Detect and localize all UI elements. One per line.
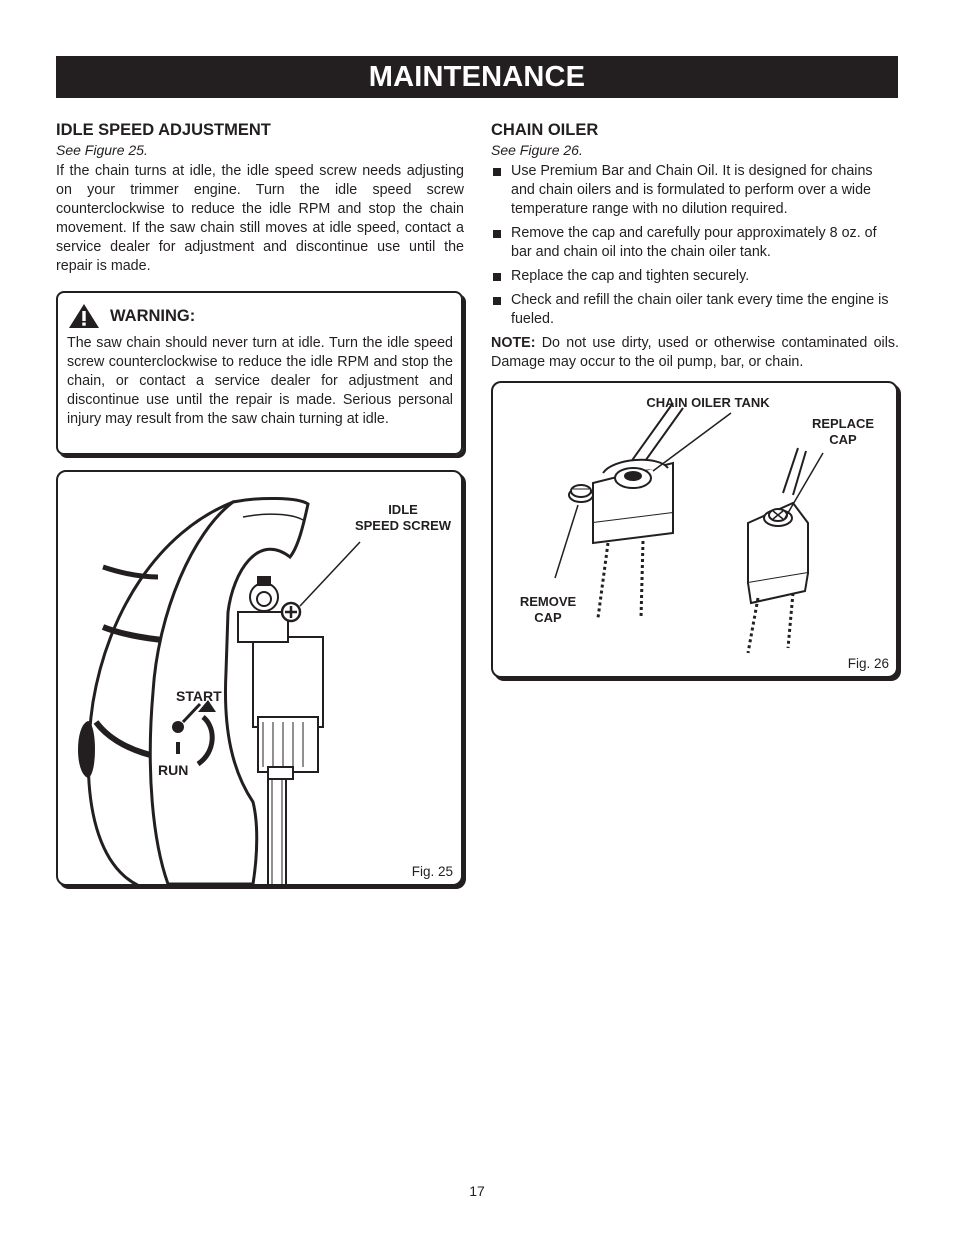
oiler-see-figure: See Figure 26. — [491, 142, 583, 158]
list-item: Check and refill the chain oiler tank every time the engine is fueled. — [491, 291, 899, 329]
note-text: Do not use dirty, used or otherwise contaminated oils. Damage may occur to the oil pump, bar, or chain. — [491, 335, 899, 370]
figure-26 — [491, 381, 898, 678]
chain-oiler-heading: CHAIN OILER — [491, 121, 599, 139]
note-label: NOTE: — [491, 335, 536, 351]
bullet-square-icon — [493, 168, 501, 176]
page-title-banner — [56, 56, 898, 98]
chain-oiler-section — [491, 120, 899, 372]
figure-25 — [56, 470, 463, 886]
warning-body: The saw chain should never turn at idle. Turn the idle speed screw counterclockwise to reduce the idle RPM and stop the chain, or contact a service dealer for adjustment and discontinue use until the repair is made. Serious personal injury may result from the saw chain turning at idle. — [67, 335, 453, 427]
run-label: RUN — [158, 762, 189, 778]
chain-oiler-tank-label: CHAIN OILER TANK — [646, 395, 770, 410]
idle-speed-body: If the chain turns at idle, the idle speed screw needs adjusting on your trimmer engine. Turn the idle speed screw counterclockwise to reduce the idle RPM and stop the chain movement. If the saw chain still moves at idle speed, contact a service dealer for adjustment and discontinue use until the repair is made. — [56, 163, 464, 274]
bullet-square-icon — [493, 297, 501, 305]
start-label: START — [176, 688, 222, 704]
list-item: Remove the cap and carefully pour approximately 8 oz. of bar and chain oil into the chain oiler tank. — [491, 224, 899, 262]
warning-box — [56, 291, 463, 455]
list-item: Use Premium Bar and Chain Oil. It is designed for chains and chain oilers and is formulated to perform over a wide temperature range with no dilution required. — [491, 162, 899, 219]
oiler-bullet-list — [491, 162, 899, 329]
warning-triangle-icon — [68, 303, 100, 329]
idle-speed-heading: IDLE SPEED ADJUSTMENT — [56, 121, 271, 139]
fig26-caption: Fig. 26 — [847, 656, 889, 671]
bullet-square-icon — [493, 230, 501, 238]
oiler-note — [491, 334, 899, 372]
list-item: Replace the cap and tighten securely. — [491, 267, 899, 286]
idle-label-line2: SPEED SCREW — [354, 518, 452, 533]
remove-cap-label: REMOVE CAP — [519, 594, 577, 625]
page-title: MAINTENANCE — [368, 61, 586, 93]
replace-cap-label: REPLACE CAP — [811, 416, 875, 447]
warning-title: WARNING: — [110, 306, 196, 325]
idle-speed-screw-label — [348, 502, 458, 534]
idle-speed-section — [56, 120, 464, 276]
bullet-square-icon — [493, 273, 501, 281]
warning-header — [68, 303, 195, 329]
idle-label-line1: IDLE — [388, 502, 418, 517]
fig25-caption: Fig. 25 — [411, 864, 453, 879]
page-number: 17 — [469, 1183, 485, 1199]
idle-see-figure: See Figure 25. — [56, 142, 148, 158]
